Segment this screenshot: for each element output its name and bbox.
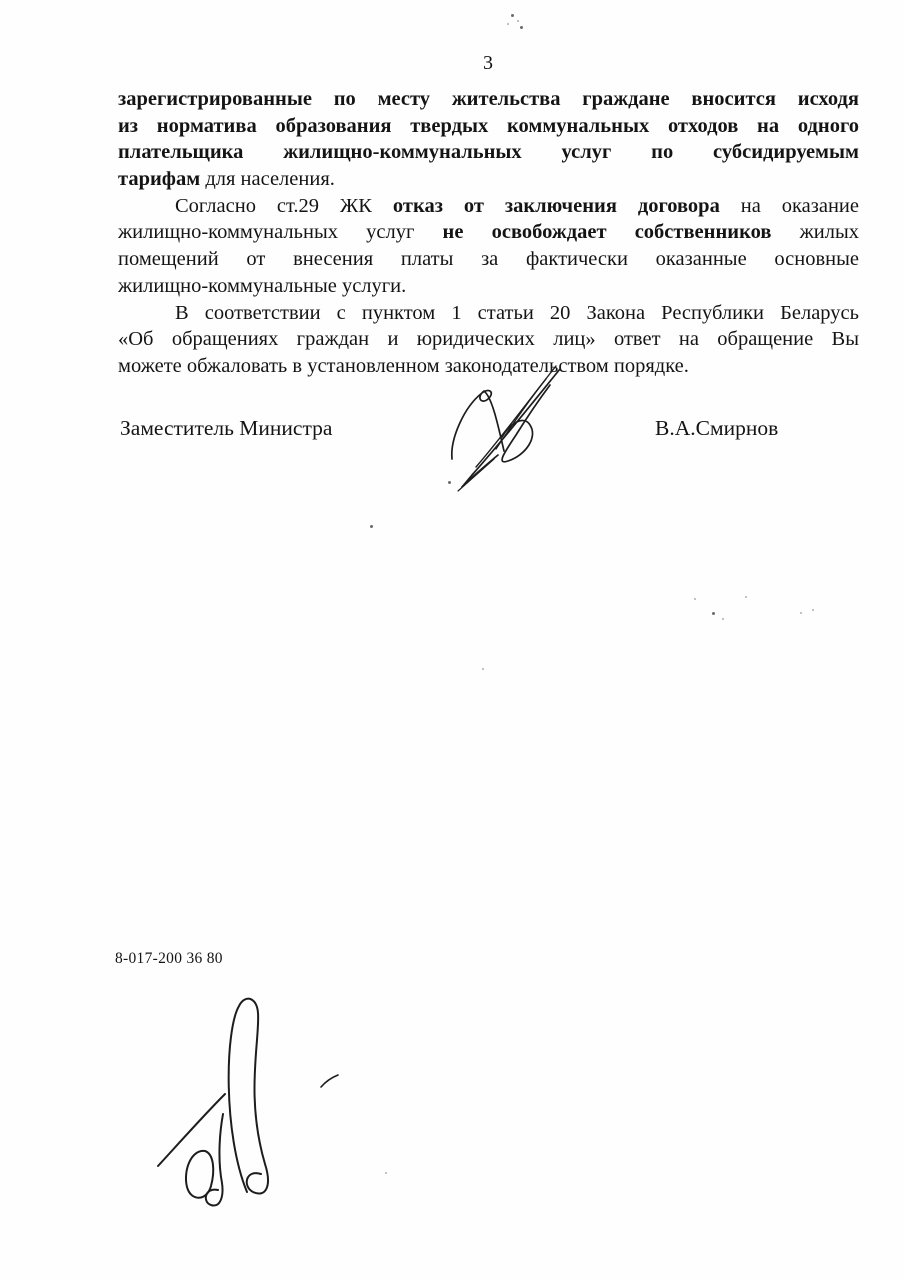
text-segment-bold: отказ от заключения договора xyxy=(392,194,720,217)
paragraph-line xyxy=(118,326,859,353)
scan-speck xyxy=(745,596,747,598)
paragraph xyxy=(118,86,859,193)
body-paragraphs xyxy=(118,86,859,380)
paragraph-line xyxy=(118,166,859,193)
text-segment: Согласно ст.29 ЖК xyxy=(175,194,393,217)
scan-speck xyxy=(482,668,484,670)
paragraph-line xyxy=(118,300,859,327)
text-segment: «Об обращениях граждан и юридических лиц» ответ на обращение Вы xyxy=(118,328,859,351)
page-number: 3 xyxy=(483,52,493,74)
handwritten-signature-icon xyxy=(438,363,570,510)
paragraph-line xyxy=(118,86,859,113)
scan-speck xyxy=(507,23,509,25)
paragraph-line xyxy=(118,219,859,246)
paragraph-line xyxy=(118,193,859,220)
handwritten-initials-icon xyxy=(125,978,405,1233)
text-segment-bold: зарегистрированные по месту жительства граждане вносится исходя xyxy=(118,88,859,110)
scan-speck xyxy=(517,20,519,22)
text-segment-bold: плательщика жилищно-коммунальных услуг по субсидируемым xyxy=(118,141,859,164)
paragraph-line xyxy=(118,273,859,300)
scan-speck xyxy=(448,481,451,484)
signer-position-label: Заместитель Министра xyxy=(120,416,333,440)
text-segment: на оказание xyxy=(719,194,859,217)
text-segment: жилых xyxy=(771,221,859,244)
text-segment: жилищно-коммунальных услуг xyxy=(118,221,443,244)
signer-name: В.А.Смирнов xyxy=(655,416,779,440)
text-segment: помещений от внесения платы за фактически оказанные основные xyxy=(118,248,859,271)
text-segment: для населения. xyxy=(200,168,335,191)
paragraph-line xyxy=(118,113,859,140)
scan-speck xyxy=(812,609,814,611)
text-segment: можете обжаловать в установленном законодательством порядке. xyxy=(118,354,689,377)
text-segment: жилищно-коммунальные услуги. xyxy=(118,274,407,297)
paragraph-line xyxy=(118,246,859,273)
scan-speck xyxy=(511,14,514,17)
text-segment: В соответствии с пунктом 1 статьи 20 Закона Республики Беларусь xyxy=(175,301,859,324)
scan-speck xyxy=(520,26,523,29)
text-segment-bold: из норматива образования твердых коммунальных отходов на одного xyxy=(118,114,859,137)
scan-speck xyxy=(694,598,696,600)
paragraph-line xyxy=(118,139,859,166)
scan-speck xyxy=(800,612,802,614)
scan-speck xyxy=(722,618,724,620)
scan-speck xyxy=(712,612,715,615)
text-segment-bold: не освобождает собственников xyxy=(442,221,772,244)
contact-phone: 8-017-200 36 80 xyxy=(115,950,223,967)
scan-speck xyxy=(385,1172,387,1174)
text-segment-bold: тарифам xyxy=(118,168,201,191)
paragraph xyxy=(118,193,859,300)
scan-speck xyxy=(370,525,373,528)
